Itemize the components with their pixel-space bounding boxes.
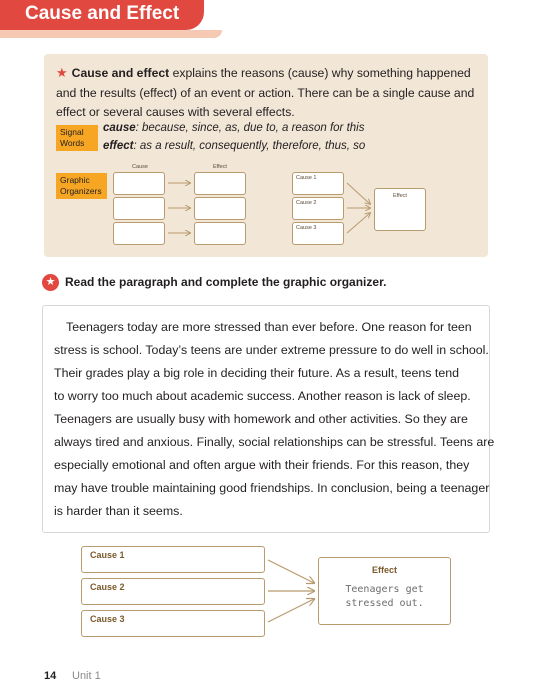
effect-answer: Teenagers get stressed out. [345,584,424,609]
diagram-cause-3-label: Cause 3 [296,225,317,231]
paragraph-line: to worry too much about academic success. Another reason is lack of sleep. [54,389,471,403]
page-title: Cause and Effect [25,3,180,24]
paragraph-line: is harder than it seems. [54,504,183,518]
paragraph-line: Teenagers today are more stressed than ever before. One reason for teen [66,320,472,334]
paragraph-line: stress is school. Today’s teens are under extreme pressure to do well in school. [54,343,489,357]
paragraph-line: Their grades play a big role in deciding their future. As a result, teens tend [54,366,459,380]
star-icon: ★ [56,65,68,80]
instruction-text: Read the paragraph and complete the graphic organizer. [65,275,387,289]
diagram-cause-1-label: Cause 1 [296,175,317,181]
cause-3-label: Cause 3 [90,614,125,624]
concept-text: explains the reasons (cause) why something happened and the results (effect) of an event or action. There can be a single cause and effect or several causes with several effects. [56,66,475,120]
graphic-organizers-tag: Graphic Organizers [56,173,107,199]
effect-label: Effect [371,565,397,575]
paragraph-line: Teenagers are usually busy with homework and other activities. So they are [54,412,468,426]
signal-words-tag: Signal Words [56,125,98,151]
cause-words: : because, since, as, due to, a reason for this [135,122,365,134]
effect-term: effect [103,140,134,152]
unit-label: Unit 1 [72,670,101,682]
paragraph-line: always tired and anxious. Finally, social relationships can be stressful. Teens are [54,435,495,449]
star-icon: ★ [42,274,59,291]
page-number: 14 [44,670,57,682]
diagram-cause-header: Cause [132,164,148,170]
paragraph-line: especially emotional and often argue with their friends. For this reason, they [54,458,470,472]
cause-2-label: Cause 2 [90,582,125,592]
diagram-effect-label: Effect [393,193,407,199]
paragraph-line: may have trouble maintaining good friendships. In conclusion, being a teenager [54,481,490,495]
diagram-effect-header: Effect [213,164,227,170]
cause-term: cause [103,122,136,134]
cause-1-label: Cause 1 [90,550,125,560]
diagram-cause-2-label: Cause 2 [296,200,317,206]
concept-term: Cause and effect [71,66,170,80]
effect-words: : as a result, consequently, therefore, thus, so [133,140,366,152]
